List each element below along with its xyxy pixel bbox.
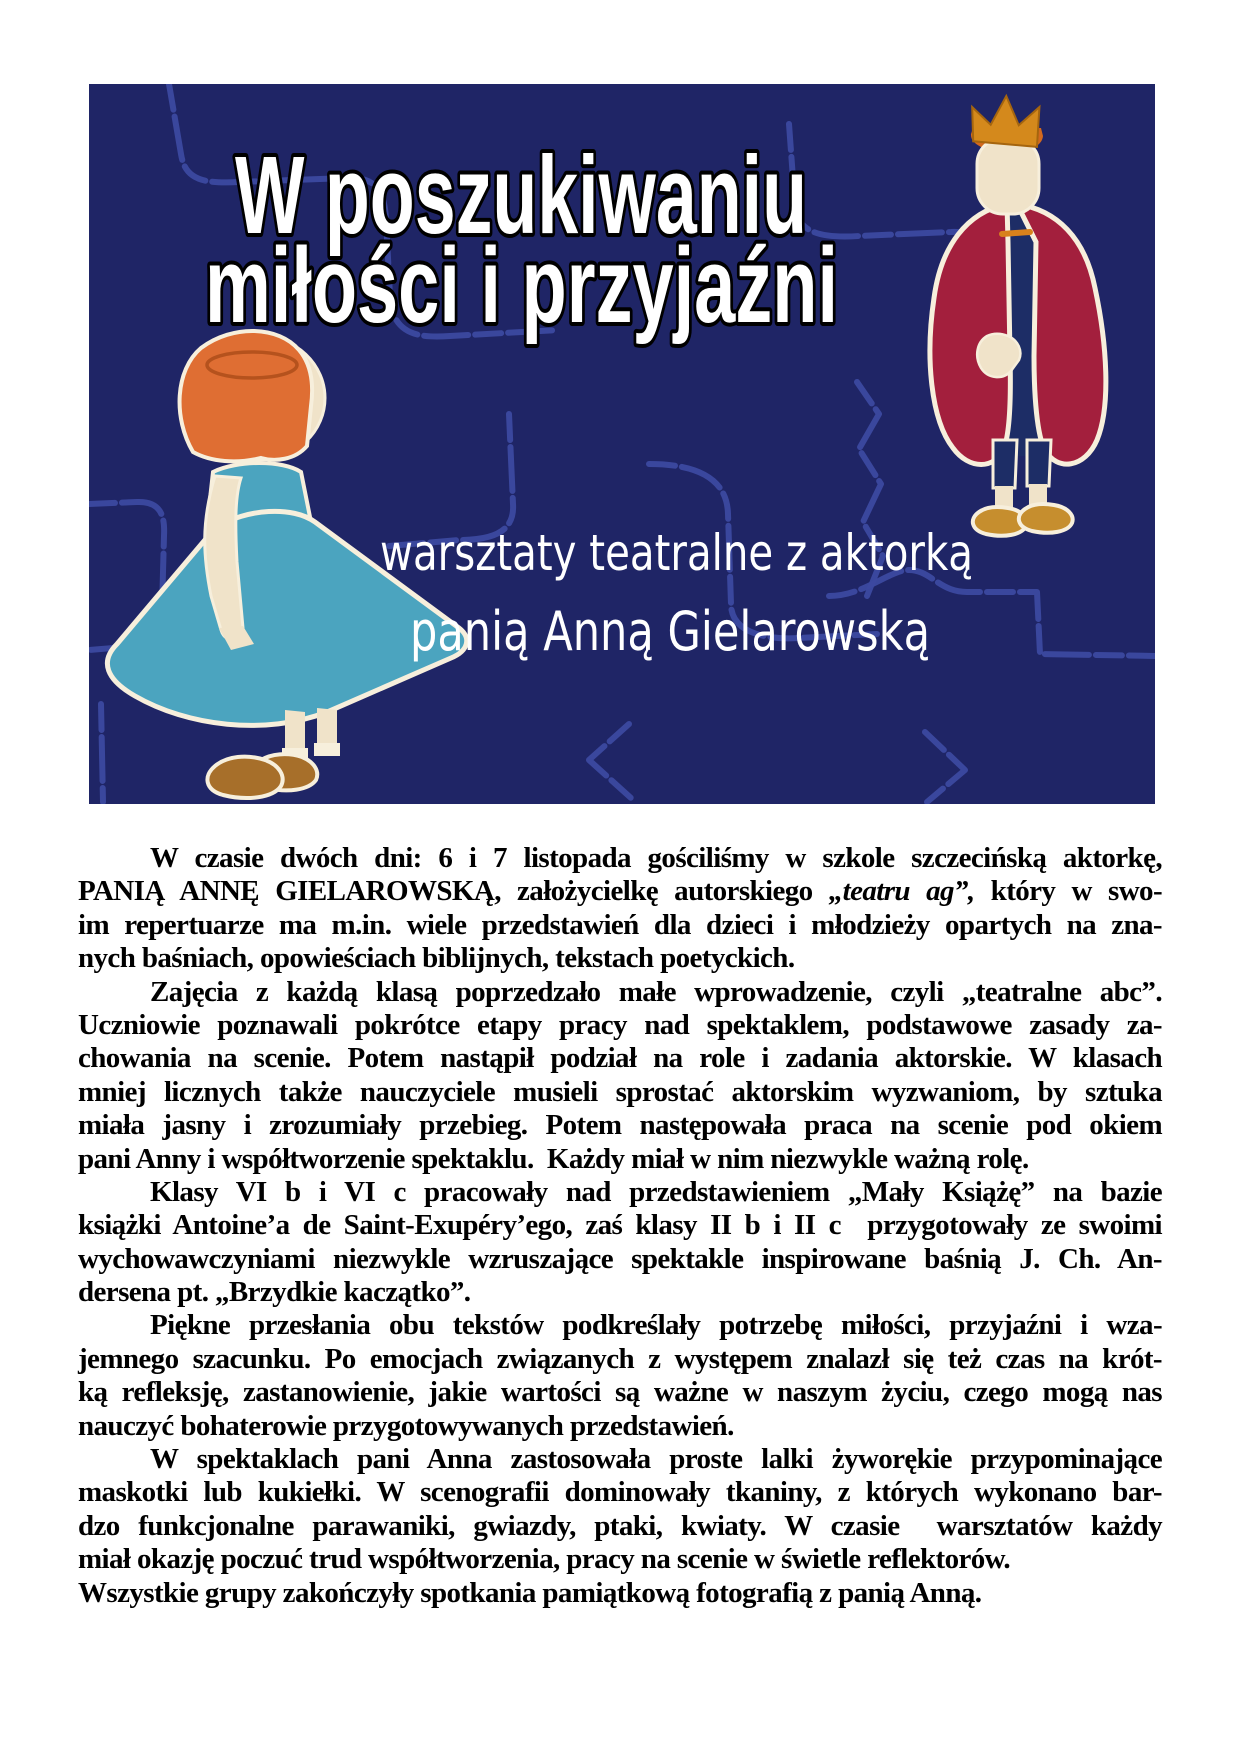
- text-segment: Wszystkie grupy zakończyły spotkania pamiątkową fotografią z panią Anną.: [78, 1576, 982, 1609]
- text-segment: PANIĄ ANNĘ GIELAROWSKĄ, założycielkę autorskiego: [78, 875, 829, 908]
- paragraph-line: [78, 842, 1162, 875]
- text-segment: Piękne przesłania obu tekstów podkreślały potrzebę miłości, przyjaźni i wza-: [150, 1309, 1162, 1342]
- paragraph-line: [78, 909, 1162, 942]
- paragraph: [78, 1443, 1162, 1577]
- paragraph: [78, 1176, 1162, 1310]
- text-segment: mniej licznych także nauczyciele musieli sprostać aktorskim wyzwaniom, by sztuka: [78, 1075, 1162, 1108]
- poster-graphic: [89, 84, 1155, 804]
- paragraph-line: [78, 1209, 1162, 1242]
- king-head: [977, 138, 1039, 214]
- paragraph-line: [78, 1476, 1162, 1509]
- text-segment: pani Anny i współtworzenie spektaklu. Każdy miał w nim niezwykle ważną rolę.: [78, 1142, 1029, 1175]
- paragraph: [78, 976, 1162, 1176]
- text-segment: nauczyć bohaterowie przygotowywanych przedstawień.: [78, 1409, 734, 1442]
- girl-sock: [314, 743, 340, 756]
- poster-title-line1: W poszukiwaniu: [235, 134, 807, 257]
- paragraph-line: [78, 1577, 1162, 1610]
- girl-boot: [207, 757, 282, 798]
- text-segment: dzo funkcjonalne parawaniki, gwiazdy, ptaki, kwiaty. W czasie warsztatów każdy: [78, 1509, 1162, 1542]
- text-segment: Klasy VI b i VI c pracowały nad przedstawieniem „Mały Książę” na bazie: [150, 1175, 1162, 1208]
- poster-banner: [89, 84, 1155, 804]
- text-segment: maskotki lub kukiełki. W scenografii dominowały tkaniny, z których wykonano bar-: [78, 1476, 1162, 1509]
- article: [78, 842, 1162, 1610]
- paragraph-line: [78, 1343, 1162, 1376]
- poster-title-line2: miłości i przyjaźni: [205, 225, 838, 345]
- paragraph-line: [78, 976, 1162, 1009]
- paragraph-line: [78, 1009, 1162, 1042]
- paragraph-line: [78, 1109, 1162, 1142]
- text-segment: W czasie dwóch dni: 6 i 7 listopada gościliśmy w szkole szczecińską aktorkę,: [150, 842, 1162, 874]
- king-shoe: [1019, 504, 1073, 533]
- text-segment: miała jasny i zrozumiały przebieg. Potem następowała praca na scenie pod okiem: [78, 1109, 1162, 1142]
- text-segment: dersena pt. „Brzydkie kaczątko”.: [78, 1276, 471, 1309]
- paragraph-line: [78, 1443, 1162, 1476]
- paragraph-line: [78, 1376, 1162, 1409]
- text-segment: W spektaklach pani Anna zastosowała proste lalki żyworękie przypominające: [150, 1443, 1162, 1476]
- paragraph: [78, 842, 1162, 976]
- paragraph: [78, 1577, 1162, 1610]
- text-segment: miał okazję poczuć trud współtworzenia, pracy na scenie w świetle reflektorów.: [78, 1543, 1011, 1576]
- paragraph-line: [78, 1176, 1162, 1209]
- paragraph-line: [78, 1076, 1162, 1109]
- italic-text-segment: „teatru ag”,: [828, 875, 975, 908]
- text-segment: Zajęcia z każdą klasą poprzedzało małe wprowadzenie, czyli „teatralne abc”.: [150, 975, 1162, 1008]
- text-segment: chowania na scenie. Potem nastąpił podział na role i zadania aktorskie. W klasach: [78, 1042, 1162, 1075]
- king-pant-leg: [1027, 440, 1051, 486]
- text-segment: wychowawczyniami niezwykle wzruszające spektakle inspirowane baśnią J. Ch. An-: [78, 1242, 1162, 1275]
- text-segment: który w swo-: [974, 875, 1163, 908]
- paragraph-line: [78, 1042, 1162, 1075]
- poster-subtitle-line1: warsztaty teatralne z aktorką: [380, 524, 973, 582]
- paragraph-line: [78, 942, 1162, 975]
- paragraph: [78, 1309, 1162, 1443]
- text-segment: Uczniowie poznawali pokrótce etapy pracy nad spektaklem, podstawowe zasady za-: [78, 1008, 1162, 1041]
- text-segment: im repertuarze ma m.in. wiele przedstawień dla dzieci i młodzieży opartych na zna-: [78, 908, 1162, 941]
- paragraph-line: [78, 1309, 1162, 1342]
- paragraph-line: [78, 1143, 1162, 1176]
- paragraph-line: [78, 1510, 1162, 1543]
- text-segment: książki Antoine’a de Saint-Exupéry’ego, zaś klasy II b i II c przygotowały ze swoimi: [78, 1209, 1162, 1242]
- paragraph-line: [78, 1543, 1162, 1576]
- text-segment: nych baśniach, opowieściach biblijnych, tekstach poetyckich.: [78, 942, 795, 975]
- paragraph-line: [78, 1243, 1162, 1276]
- paragraph-line: [78, 875, 1162, 908]
- text-segment: jemnego szacunku. Po emocjach związanych z występem znalazł się też czas na krót-: [78, 1342, 1162, 1375]
- king-pant-leg: [993, 440, 1017, 488]
- text-segment: ką refleksję, zastanowienie, jakie wartości są ważne w naszym życiu, czego mogą nas: [78, 1376, 1162, 1409]
- paragraph-line: [78, 1276, 1162, 1309]
- paragraph-line: [78, 1410, 1162, 1443]
- poster-subtitle-line2: panią Anną Gielarowską: [410, 600, 930, 663]
